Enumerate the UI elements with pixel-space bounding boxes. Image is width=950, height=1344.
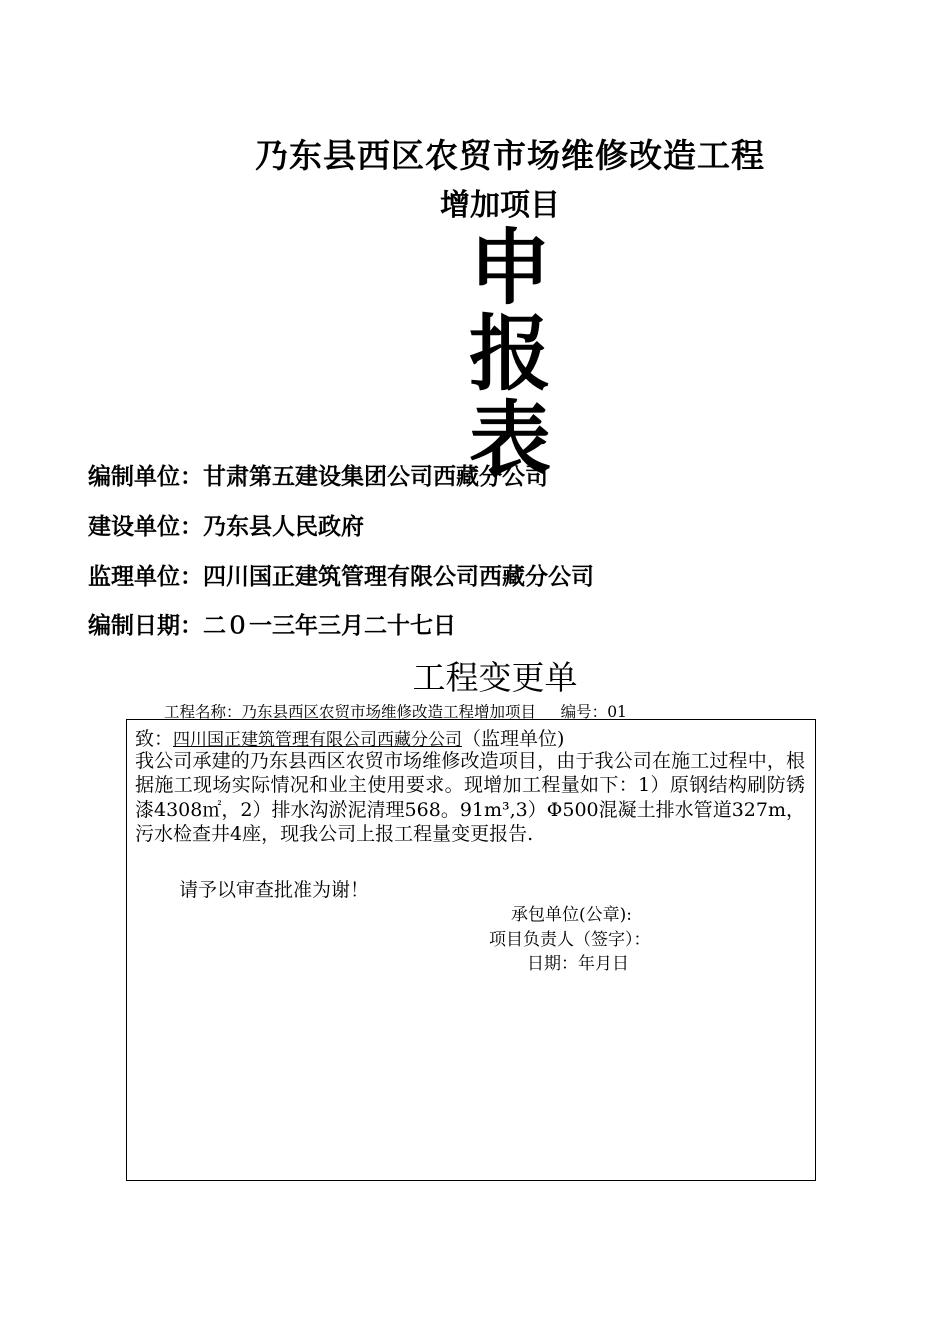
change-order-box xyxy=(126,719,816,1181)
number-value: 01 xyxy=(607,703,627,721)
body-text: 我公司承建的乃东县西区农贸市场维修改造项目，由于我公司在施工过程中，根据施工现场实际情况和业主使用要求。现增加工程量如下：1）原钢结构刷防锈漆4308㎡，2）排水沟淤泥清理568。91m³,3）Φ500混凝土排水管道327m，污水检查井4座，现我公司上报工程量变更报告. xyxy=(135,750,805,845)
addressee-line xyxy=(135,724,564,751)
meta-date xyxy=(88,607,456,640)
meta-value: 二０一三年三月二十七日 xyxy=(203,613,456,639)
to-unit: 四川国正建筑管理有限公司西藏分公司 xyxy=(173,730,463,750)
contractor-seal-label: 承包单位(公章): xyxy=(511,905,632,925)
big-char-shen: 申 xyxy=(468,221,551,316)
meta-supervisor xyxy=(88,558,594,591)
date-label: 日期：年月日 xyxy=(527,954,629,974)
to-prefix: 致： xyxy=(135,728,174,750)
meta-label: 建设单位： xyxy=(88,514,203,540)
big-char-biao: 表 xyxy=(468,393,551,488)
cover-title-line2: 增加项目 xyxy=(440,188,560,223)
change-order-title: 工程变更单 xyxy=(412,658,578,697)
meta-label: 编制单位： xyxy=(88,464,203,490)
meta-value: 四川国正建筑管理有限公司西藏分公司 xyxy=(203,564,594,590)
meta-value: 乃东县人民政府 xyxy=(203,514,364,540)
number-label: 编号： xyxy=(560,703,608,721)
big-char-bao: 报 xyxy=(468,307,551,402)
cover-title-line1: 乃东县西区农贸市场维修改造工程 xyxy=(255,136,765,175)
meta-label: 监理单位： xyxy=(88,564,203,590)
please-approve-text: 请予以审查批准为谢！ xyxy=(179,879,370,901)
project-label: 工程名称： xyxy=(164,703,242,721)
meta-value: 甘肃第五建设集团公司西藏分公司 xyxy=(203,464,548,490)
meta-compiler xyxy=(88,458,548,491)
meta-label: 编制日期： xyxy=(88,613,203,639)
to-suffix: （监理单位) xyxy=(462,728,565,750)
project-manager-label: 项目负责人（签字）： xyxy=(489,930,651,950)
meta-owner xyxy=(88,508,364,541)
project-name: 乃东县西区农贸市场维修改造工程增加项目 xyxy=(241,703,537,721)
